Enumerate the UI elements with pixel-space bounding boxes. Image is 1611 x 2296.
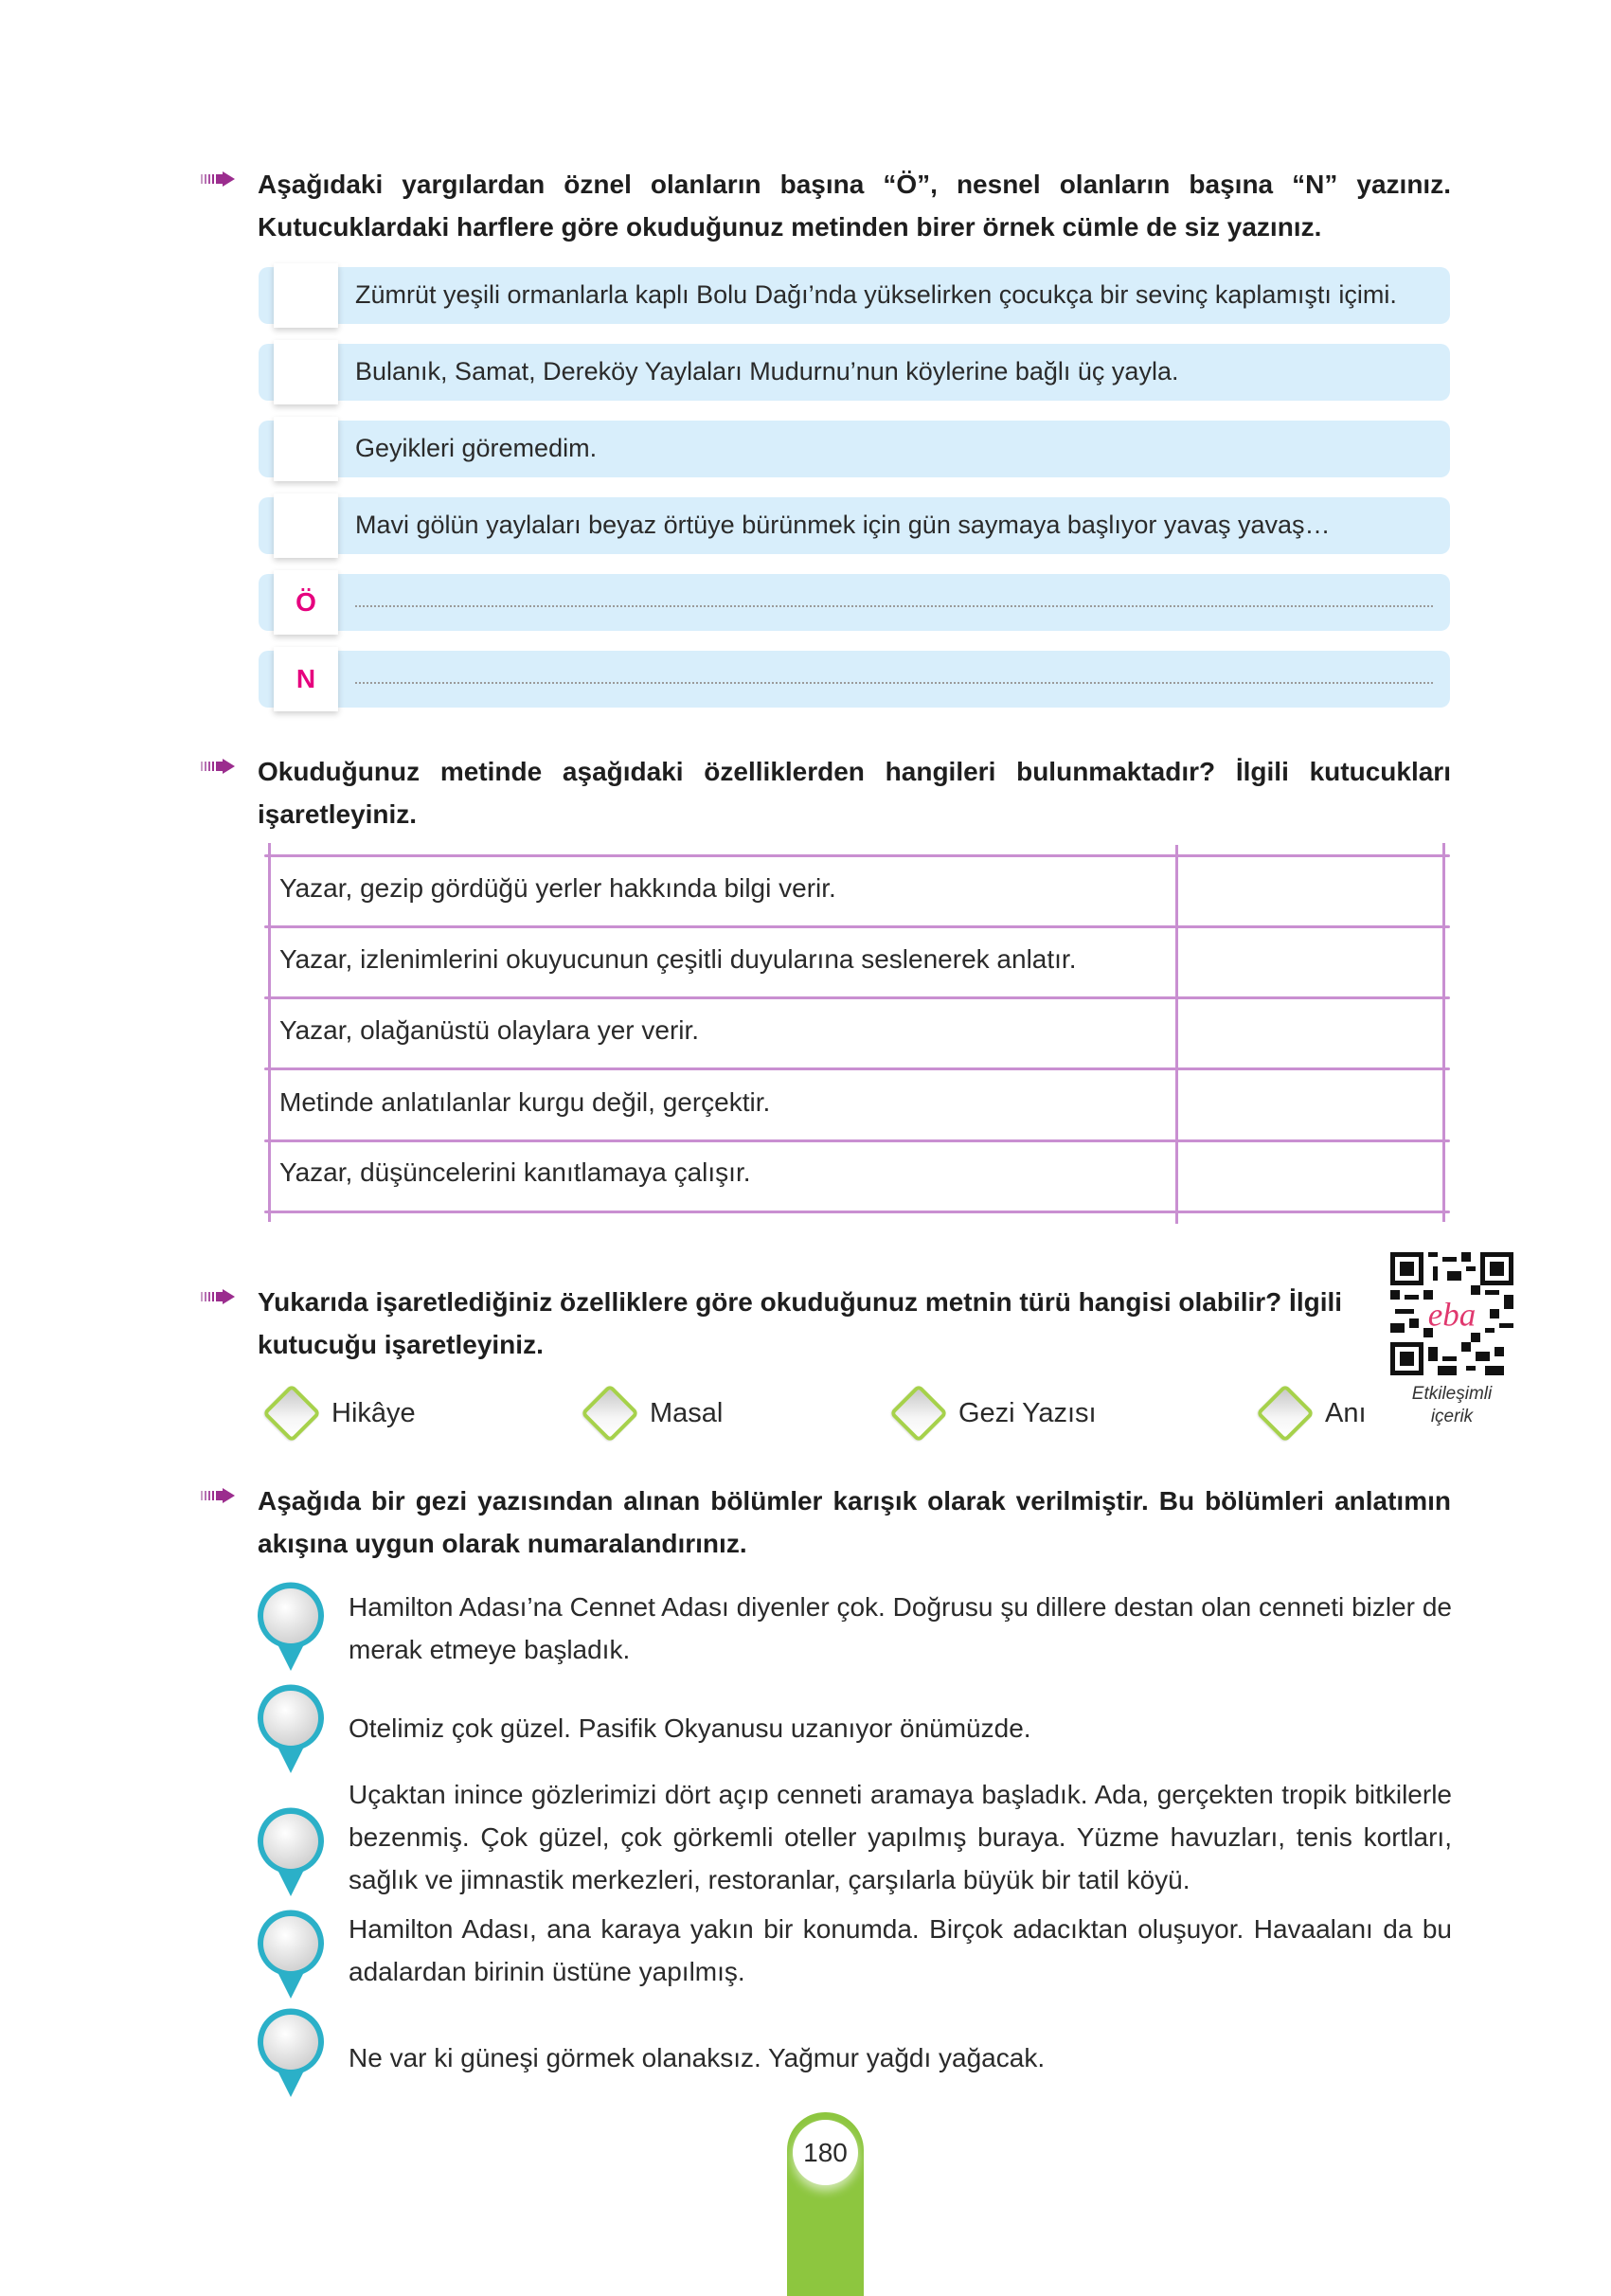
check-cell[interactable] <box>1177 1071 1442 1138</box>
option-gezi-yazisi[interactable] <box>888 1385 1097 1442</box>
instruction-text: Aşağıdaki yargılardan öznel olanların başına “Ö”, nesnel olanların başına “N” yazınız. Kutucuklardaki harflere göre okuduğunuz metinden birer örnek cümle de siz yazınız. <box>258 170 1451 242</box>
map-pin-number-icon[interactable] <box>256 2008 326 2097</box>
statement-row <box>259 267 1450 324</box>
paragraph-text: Otelimiz çok güzel. Pasifik Okyanusu uzanıyor önümüzde. <box>349 1713 1031 1743</box>
letter-label-n: N <box>274 647 338 711</box>
instruction-text: Yukarıda işaretlediğiniz özelliklere göre okuduğunuz metnin türü hangisi olabilir? İlgili kutucuğu işaretleyiniz. <box>258 1287 1343 1359</box>
feature-text: Yazar, düşüncelerini kanıtlamaya çalışır. <box>279 1157 751 1187</box>
option-masal[interactable] <box>580 1385 723 1442</box>
option-label: Anı <box>1325 1397 1367 1428</box>
option-label: Hikâye <box>331 1397 416 1428</box>
arrow-bullet-icon <box>201 759 235 774</box>
map-pin-number-icon[interactable] <box>256 1910 326 1999</box>
instruction-text: Okuduğunuz metinde aşağıdaki özelliklerden hangileri bulunmaktadır? İlgili kutucukları işaretleyiniz. <box>258 757 1451 829</box>
diamond-checkbox-icon[interactable] <box>1256 1384 1315 1443</box>
answer-line[interactable] <box>355 682 1433 684</box>
svg-text:eba: eba <box>1427 1296 1477 1334</box>
qr-code-icon[interactable] <box>1390 1252 1513 1375</box>
map-pin-number-icon[interactable] <box>256 1684 326 1773</box>
answer-box[interactable] <box>274 417 338 481</box>
check-cell[interactable] <box>1177 858 1442 924</box>
answer-box[interactable] <box>274 493 338 558</box>
check-cell[interactable] <box>1177 1142 1442 1209</box>
map-pin-number-icon[interactable] <box>256 1582 326 1671</box>
diamond-checkbox-icon[interactable] <box>581 1384 639 1443</box>
feature-text: Metinde anlatılanlar kurgu değil, gerçektir. <box>279 1087 771 1117</box>
paragraph-text: Uçaktan inince gözlerimizi dört açıp cenneti aramaya başladık. Ada, gerçekten tropik bitkilerle bezenmiş. Çok güzel, çok görkemli oteller yapılmış buraya. Yüzme havuzları, tenis kortları, sağlık ve jimnastik merkezleri, restoranlar, çarşılarla büyük bir tatil köyü. <box>349 1780 1452 1894</box>
page-number: 180 <box>793 2120 858 2185</box>
check-cell[interactable] <box>1177 929 1442 996</box>
diamond-checkbox-icon[interactable] <box>262 1384 321 1443</box>
answer-line[interactable] <box>355 605 1433 607</box>
feature-text: Yazar, olağanüstü olaylara yer verir. <box>279 1015 700 1045</box>
feature-text: Yazar, gezip gördüğü yerler hakkında bilgi verir. <box>279 873 836 903</box>
statement-row <box>259 421 1450 477</box>
arrow-bullet-icon <box>201 1488 235 1503</box>
page-number-tab <box>787 2112 864 2296</box>
statement-text: Zümrüt yeşili ormanlarla kaplı Bolu Dağı’nda yükselirken çocukça bir sevinç kaplamıştı içimi. <box>355 280 1397 309</box>
arrow-bullet-icon <box>201 1289 235 1304</box>
example-row-o <box>259 574 1450 631</box>
paragraph-text: Hamilton Adası, ana karaya yakın bir konumda. Birçok adacıktan oluşuyor. Havaalanı da bu adalardan birinin üstüne yapılmış. <box>349 1914 1452 1986</box>
instruction-text: Aşağıda bir gezi yazısından alınan bölümler karışık olarak verilmiştir. Bu bölümleri anlatımın akışına uygun olarak numaralandırınız. <box>258 1486 1451 1558</box>
diamond-checkbox-icon[interactable] <box>889 1384 948 1443</box>
example-row-n <box>259 651 1450 708</box>
option-ani[interactable] <box>1255 1385 1367 1442</box>
option-hikaye[interactable] <box>261 1385 416 1442</box>
arrow-bullet-icon <box>201 171 235 187</box>
statement-row <box>259 344 1450 401</box>
statement-text: Bulanık, Samat, Dereköy Yaylaları Mudurnu’nun köylerine bağlı üç yayla. <box>355 357 1179 386</box>
letter-label-o: Ö <box>274 570 338 635</box>
check-cell[interactable] <box>1177 1000 1442 1067</box>
statement-text: Mavi gölün yaylaları beyaz örtüye bürünmek için gün saymaya başlıyor yavaş yavaş… <box>355 511 1331 539</box>
statement-text: Geyikleri göremedim. <box>355 434 598 462</box>
paragraph-text: Hamilton Adası’na Cennet Adası diyenler çok. Doğrusu şu dillere destan olan cenneti bizler de merak etmeye başladık. <box>349 1592 1452 1664</box>
option-label: Masal <box>650 1397 724 1428</box>
option-label: Gezi Yazısı <box>958 1397 1097 1428</box>
qr-caption: Etkileşimli içerik <box>1411 1384 1493 1426</box>
paragraph-text: Ne var ki güneşi görmek olanaksız. Yağmur yağdı yağacak. <box>349 2043 1046 2072</box>
map-pin-number-icon[interactable] <box>256 1807 326 1896</box>
answer-box[interactable] <box>274 263 338 328</box>
feature-text: Yazar, izlenimlerini okuyucunun çeşitli duyularına seslenerek anlatır. <box>279 944 1077 974</box>
answer-box[interactable] <box>274 340 338 404</box>
statement-row <box>259 497 1450 554</box>
